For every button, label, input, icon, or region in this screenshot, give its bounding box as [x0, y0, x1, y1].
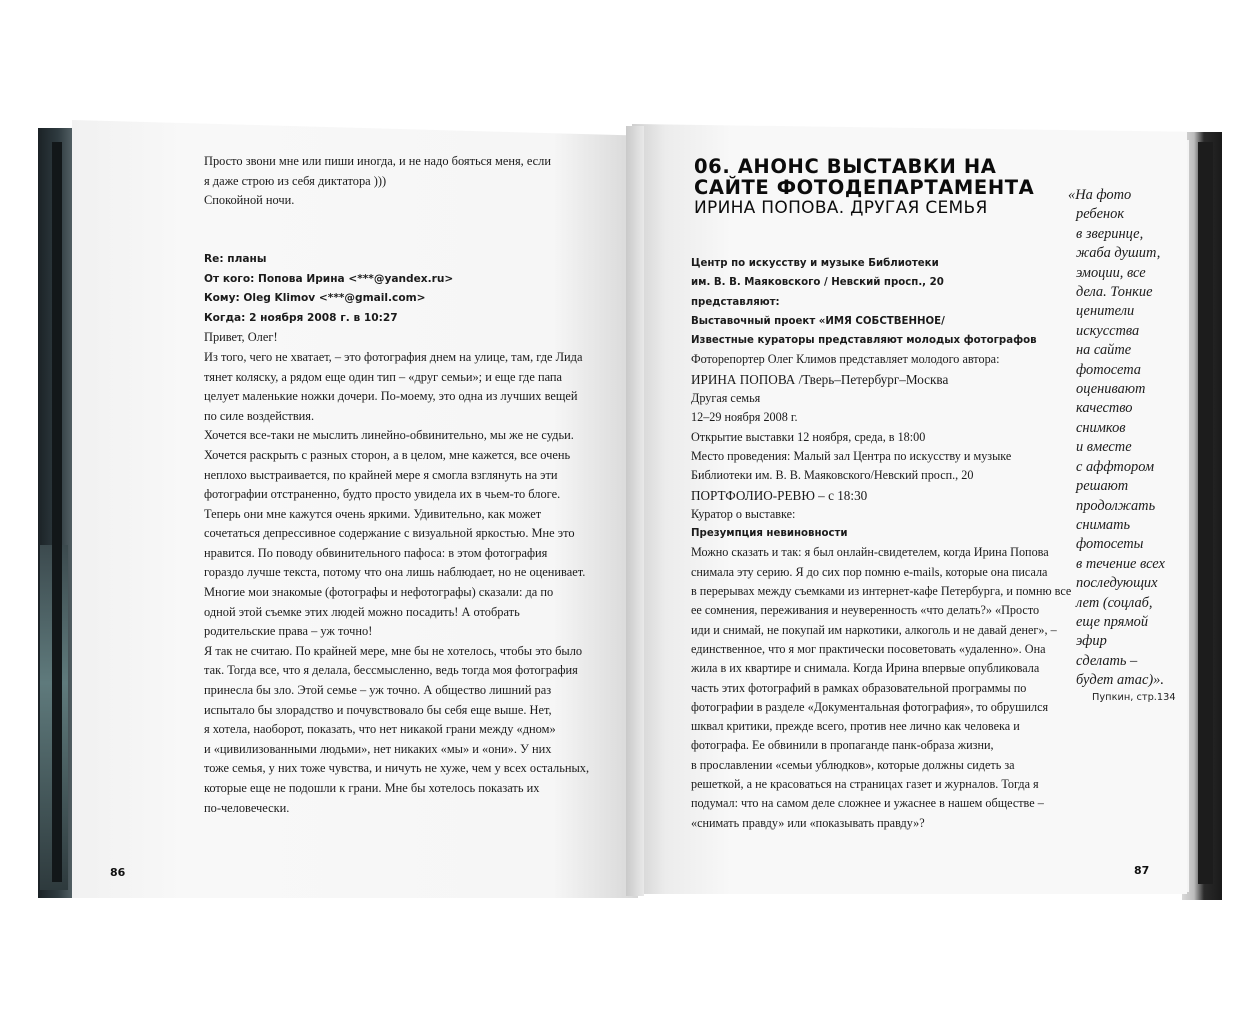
page-number-right: 87	[1134, 864, 1150, 877]
quote-line: на сайте	[1076, 342, 1132, 359]
quote-line: сделать –	[1076, 652, 1138, 669]
body-line: Из того, чего не хватает, – это фотография днем на улице, там, где Лида	[204, 349, 583, 364]
body-line: Можно сказать и так: я был онлайн-свидетелем, когда Ирина Попова	[691, 545, 1049, 560]
body-line: фотографии отстраненно, будто просто увидела их в чьем-то блоге.	[204, 487, 561, 502]
body-line: гораздо лучше текста, потому что она лишь наблюдает, но не оценивает.	[204, 565, 586, 580]
body-line: которые еще не подошли к грани. Мне бы хотелось показать их	[204, 781, 540, 795]
body-line: принесла бы зло. Этой семье – уж точно. А общество лишний раз	[204, 683, 552, 698]
body-line: одной этой съемке этих людей можно посадить! А отобрать	[204, 604, 520, 619]
body-line: так. Тогда все, что я делала, бессмысленно, ведь тогда моя фотография	[204, 663, 578, 678]
body-line: Спокойной ночи.	[204, 193, 295, 208]
body-line: иди и снимай, не покупай им наркотики, алкоголь и не давай денег», –	[691, 622, 1057, 637]
quote-line: дела. Тонкие	[1076, 284, 1153, 301]
body-line: Другая семья	[691, 391, 761, 406]
body-line: жила в их квартире и снимала. Когда Ирина впервые опубликовала	[691, 661, 1040, 676]
portfolio-review-line: ПОРТФОЛИО-РЕВЮ – с 18:30	[691, 487, 868, 503]
body-line: снимала эту серию. Я до сих пор помню e-mails, которые она писала	[691, 564, 1048, 579]
quote-line: ценители	[1076, 303, 1135, 320]
quote-line: с аффтором	[1076, 458, 1155, 475]
blank-line	[204, 211, 594, 231]
body-line: Хочется все-таки не мыслить линейно-обвинительно, мы же не судьи.	[204, 428, 574, 443]
email-subject: Re: планы	[204, 252, 267, 265]
body-line: Привет, Олег!	[204, 330, 278, 345]
quote-line: лет (соцлаб,	[1076, 594, 1153, 611]
body-line: я даже строю из себя диктатора )))	[204, 173, 387, 188]
announcement-header: представляют:	[691, 296, 780, 308]
quote-line: эфир	[1076, 633, 1107, 650]
body-line: фотографа. Ее обвинили в пропаганде панк-образа жизни,	[691, 738, 994, 753]
quote-line: снимков	[1076, 419, 1126, 436]
body-line: по силе воздействия.	[204, 408, 315, 423]
quote-line: продолжать	[1076, 497, 1156, 514]
email-to: Кому: Oleg Klimov <***@gmail.com>	[204, 292, 426, 305]
right-page-text	[691, 254, 1081, 833]
body-line: Просто звони мне или пиши иногда, и не надо бояться меня, если	[204, 154, 551, 168]
title-line-2: САЙТЕ ФОТОДЕПАРТАМЕНТА	[694, 176, 1035, 199]
body-line: целует маленькие ножки дочери. По-моему, это одна из лучших вещей	[204, 389, 578, 404]
body-line: неплохо выстраивается, по крайней мере я смогла взглянуть на эти	[204, 467, 558, 482]
body-line: Фоторепортер Олег Климов представляет молодого автора:	[691, 352, 1000, 367]
book-gutter	[626, 126, 644, 896]
quote-line: снимать	[1076, 516, 1131, 533]
cover-left-strip	[52, 142, 62, 882]
right-photo-edge	[1198, 142, 1213, 884]
essay-heading: Презумпция невиновности	[691, 528, 848, 540]
body-line: подумал: что на самом деле сложнее и ужаснее в нашем обществе –	[691, 796, 1044, 811]
quote-line: и вместе	[1076, 439, 1132, 456]
left-page-text	[204, 152, 594, 818]
body-line: Библиотеки им. В. В. Маяковского/Невский просп., 20	[691, 468, 974, 483]
quote-line: фотосета	[1076, 361, 1141, 378]
section-subtitle: ИРИНА ПОПОВА. ДРУГАЯ СЕМЬЯ	[694, 198, 988, 218]
body-line: «снимать правду» или «показывать правду»?	[691, 815, 925, 830]
quote-line: фотосеты	[1076, 536, 1144, 553]
body-line: Я так не считаю. По крайней мере, мне бы не хотелось, чтобы это было	[204, 643, 583, 658]
body-line: фотографии в разделе «Документальная фотография», то обрушился	[691, 699, 1049, 714]
body-line: испытало бы злорадство и почувствовало бы себя еще выше. Нет,	[204, 702, 552, 717]
quote-line: искусства	[1076, 322, 1140, 339]
quote-line: будет атас)».	[1076, 672, 1164, 689]
blank-line	[204, 230, 594, 250]
quote-line: ребенок	[1076, 206, 1125, 223]
body-line: тоже семья, у них тоже чувства, и ничуть не хуже, чем у всех остальных,	[204, 761, 590, 776]
body-line: в прославлении «семьи ублюдков», которые должны сидеть за	[691, 757, 1015, 772]
quote-line: последующих	[1076, 575, 1158, 592]
body-line: единственное, что я мог практически посоветовать «удаленно». Она	[691, 641, 1046, 656]
quote-line: «На фото	[1068, 187, 1132, 203]
body-line: Хочется раскрыть с разных сторон, а в целом, мне кажется, все очень	[204, 447, 571, 462]
announcement-header: им. В. В. Маяковского / Невский просп., 20	[691, 277, 944, 289]
body-line: нравится. По поводу обвинительного пафоса: в этом фотография	[204, 545, 548, 560]
quote-line: решают	[1076, 478, 1129, 495]
quote-line: в зверинце,	[1076, 225, 1144, 242]
quote-line: в течение всех	[1076, 555, 1165, 572]
body-line: шквал критики, прежде всего, против нее лично как человека и	[691, 719, 1020, 734]
body-line: Открытие выставки 12 ноября, среда, в 18:00	[691, 429, 926, 444]
title-line-1: 06. АНОНС ВЫСТАВКИ НА	[694, 155, 997, 178]
quote-line: оценивают	[1076, 381, 1146, 398]
email-from: От кого: Попова Ирина <***@yandex.ru>	[204, 272, 454, 285]
page-number-left: 86	[110, 866, 126, 879]
body-line: тянет коляску, а рядом еще один тип – «друг семьи»; и еще где папа	[204, 369, 563, 384]
author-line: ИРИНА ПОПОВА /Тверь–Петербург–Москва	[691, 371, 949, 387]
body-line: Многие мои знакомые (фотографы и нефотографы) сказали: да по	[204, 585, 554, 600]
body-line: сочетаться депрессивное содержание с визуальной яркостью. Мне это	[204, 526, 575, 541]
body-line: 12–29 ноября 2008 г.	[691, 410, 798, 425]
body-line: по-человечески.	[204, 800, 290, 815]
body-line: Теперь они мне кажутся очень яркими. Удивительно, как может	[204, 506, 542, 521]
quote-line: еще прямой	[1076, 613, 1149, 630]
body-line: родительские права – уж точно!	[204, 624, 373, 639]
announcement-header: Выставочный проект «ИМЯ СОБСТВЕННОЕ/	[691, 315, 945, 327]
body-line: и «цивилизованными людьми», нет никаких «мы» и «они». У них	[204, 741, 552, 756]
quote-source: Пупкин, стр.134	[1092, 692, 1176, 703]
quote-line: эмоции, все	[1076, 264, 1146, 281]
section-title	[694, 156, 1064, 218]
body-line: ее сомнения, переживания и неуверенность «что делать?» «Просто	[691, 603, 1040, 618]
body-line: я хотела, наоборот, показать, что нет никакой грани между «дном»	[204, 722, 556, 737]
body-line: решеткой, а не красоваться на страницах газет и журналов. Тогда я	[691, 777, 1039, 792]
body-line: Место проведения: Малый зал Центра по искусству и музыке	[691, 448, 1012, 463]
body-line: в перерывах между съемками из интернет-кафе Петербурга, и помню все	[691, 584, 1072, 599]
body-line: Куратор о выставке:	[691, 506, 796, 521]
email-date: Когда: 2 ноября 2008 г. в 10:27	[204, 311, 398, 324]
quote-line: качество	[1076, 400, 1133, 417]
quote-line: жаба душит,	[1076, 245, 1161, 262]
announcement-header: Центр по искусству и музыке Библиотеки	[691, 258, 939, 269]
announcement-header: Известные кураторы представляют молодых фотографов	[691, 335, 1037, 347]
pull-quote	[1068, 186, 1176, 691]
body-line: часть этих фотографий в рамках образовательной программы по	[691, 680, 1027, 695]
